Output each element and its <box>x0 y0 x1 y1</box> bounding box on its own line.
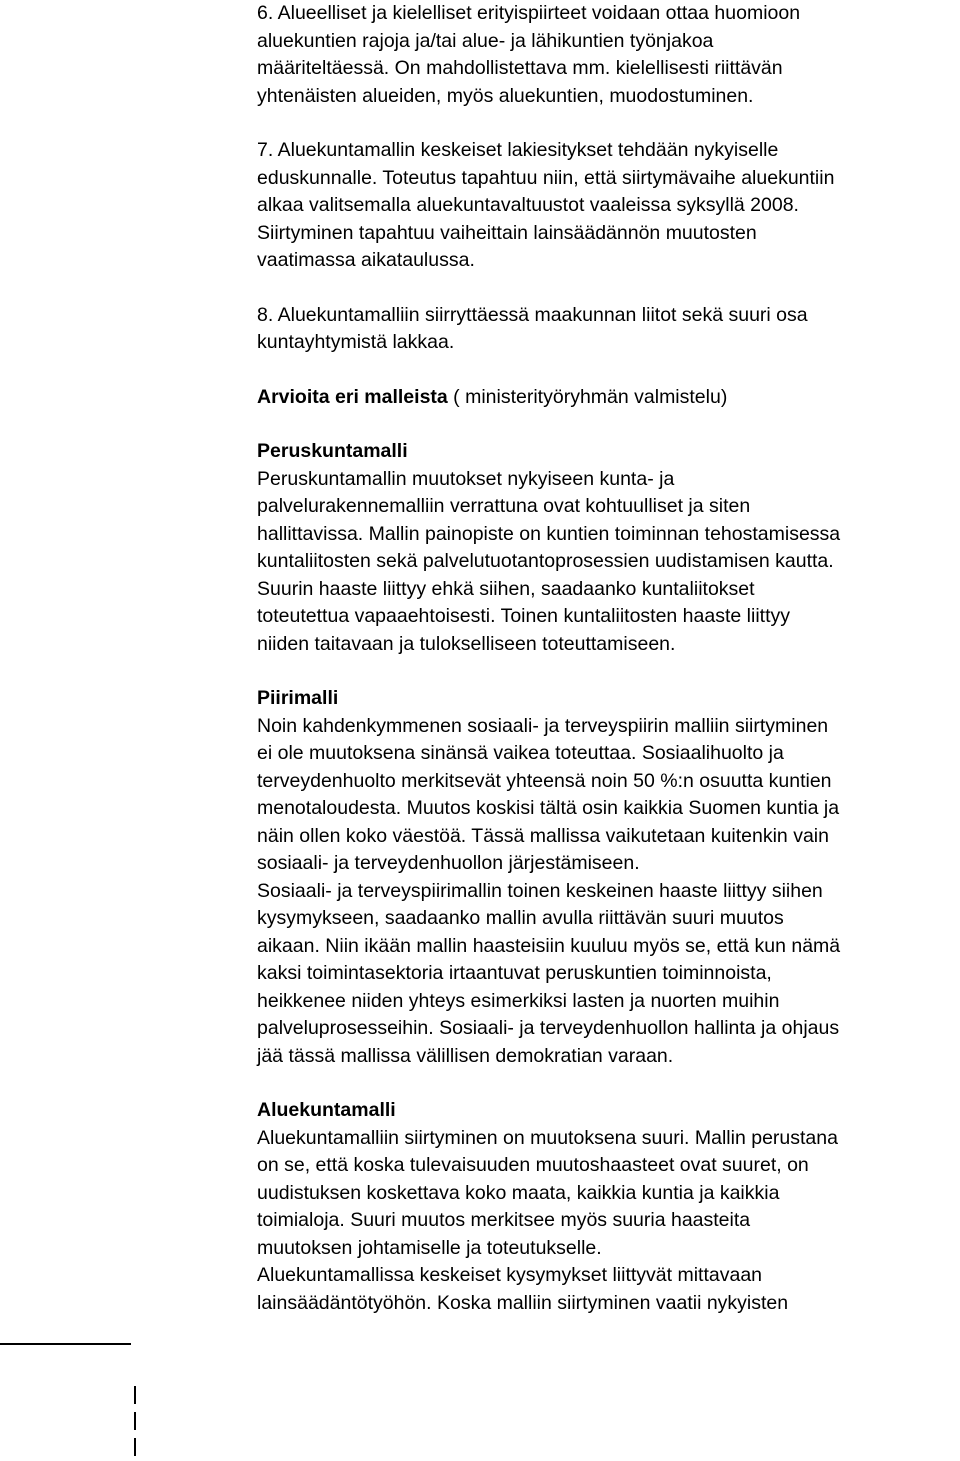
text-line: aluekuntien rajoja ja/tai alue- ja lähikuntien työnjakoa <box>257 29 714 52</box>
section-heading: Peruskuntamalli <box>257 440 408 462</box>
text-line: palvelurakennemalliin verrattuna ovat kohtuulliset ja siten <box>257 495 751 517</box>
text-line: Siirtyminen tapahtuu vaiheittain lainsäädännön muutosten <box>257 221 757 244</box>
paragraph-section-8 <box>257 302 957 357</box>
text-line: Noin kahdenkymmenen sosiaali- ja terveyspiirin malliin siirtyminen <box>257 714 829 737</box>
footnote-separator-line <box>0 1343 131 1345</box>
text-line: Peruskuntamallin muutokset nykyiseen kunta- ja <box>257 467 675 490</box>
text-line: kuntaliitosten sekä palvelutuotantoprosessien uudistamisen kautta. <box>257 550 834 572</box>
section-heading: Aluekuntamalli <box>257 1099 396 1121</box>
text-line: 7. Aluekuntamallin keskeiset lakiesitykset tehdään nykyiselle <box>257 139 779 161</box>
section-heading: Piirimalli <box>257 687 339 709</box>
text-line: eduskunnalle. Toteutus tapahtuu niin, että siirtymävaihe aluekuntiin <box>257 166 835 189</box>
text-line: hallittavissa. Mallin painopiste on kuntien toiminnan tehostamisessa <box>257 522 841 545</box>
text-line: kysymykseen, saadaanko mallin avulla riittävän suuri muutos <box>257 907 784 929</box>
text-line: lainsäädäntötyöhön. Koska malliin siirtyminen vaatii nykyisten <box>257 1291 789 1314</box>
margin-bar-mark <box>134 1412 136 1430</box>
section-piirimalli <box>257 685 957 1070</box>
text-line: kuntayhtymistä lakkaa. <box>257 331 455 353</box>
text-line: Suurin haaste liittyy ehkä siihen, saadaanko kuntaliitokset <box>257 577 755 600</box>
text-line: uudistuksen koskettava koko maata, kaikkia kuntia ja kaikkia <box>257 1181 780 1204</box>
document-body <box>257 0 957 1317</box>
assessments-heading <box>257 384 957 412</box>
text-line: kaksi toimintasektoria irtaantuvat peruskuntien toiminnoista, <box>257 962 772 984</box>
text-line: 8. Aluekuntamalliin siirryttäessä maakunnan liitot sekä suuri osa <box>257 303 808 326</box>
text-line: Aluekuntamalliin siirtyminen on muutoksena suuri. Mallin perustana <box>257 1126 838 1149</box>
text-line: 6. Alueelliset ja kielelliset erityispiirteet voidaan ottaa huomioon <box>257 2 801 24</box>
text-line: Sosiaali- ja terveyspiirimallin toinen keskeinen haaste liittyy siihen <box>257 879 823 902</box>
text-line: heikkenee niiden yhteys esimerkiksi lasten ja nuorten muihin <box>257 989 780 1012</box>
text-line: menotaloudesta. Muutos koskisi tältä osin kaikkia Suomen kuntia ja <box>257 797 840 819</box>
text-line: toimialoja. Suuri muutos merkitsee myös suuria haasteita <box>257 1209 751 1231</box>
section-aluekuntamalli <box>257 1097 957 1317</box>
text-line: vaatimassa aikataulussa. <box>257 249 475 271</box>
margin-bar-mark <box>134 1438 136 1456</box>
text-line: palveluprosesseihin. Sosiaali- ja terveydenhuollon hallinta ja ohjaus <box>257 1017 840 1039</box>
text-line: näin ollen koko väestöä. Tässä mallissa vaikutetaan kuitenkin vain <box>257 824 829 847</box>
assessments-subtitle: ( ministerityöryhmän valmistelu) <box>447 385 728 408</box>
text-line: on se, että koska tulevaisuuden muutoshaasteet ovat suuret, on <box>257 1154 809 1176</box>
section-peruskuntamalli <box>257 438 957 658</box>
text-line: ei ole muutoksena sinänsä vaikea toteuttaa. Sosiaalihuolto ja <box>257 742 784 764</box>
text-line: jää tässä mallissa välillisen demokratian varaan. <box>257 1044 674 1067</box>
paragraph-section-7 <box>257 137 957 275</box>
margin-bar-mark <box>134 1386 136 1404</box>
text-line: yhtenäisten alueiden, myös aluekuntien, muodostuminen. <box>257 84 754 107</box>
text-line: sosiaali- ja terveydenhuollon järjestämiseen. <box>257 852 640 874</box>
text-line: Aluekuntamallissa keskeiset kysymykset liittyvät mittavaan <box>257 1264 763 1286</box>
text-line: muutoksen johtamiselle ja toteutukselle. <box>257 1236 602 1259</box>
text-line: niiden taitavaan ja tulokselliseen toteuttamiseen. <box>257 632 676 655</box>
assessments-title: Arvioita eri malleista <box>257 385 448 408</box>
text-line: toteutettua vapaaehtoisesti. Toinen kuntaliitosten haaste liittyy <box>257 605 790 627</box>
assessments-heading-line <box>257 384 957 412</box>
text-line: terveydenhuolto merkitsevät yhteensä noin 50 %:n osuutta kuntien <box>257 769 832 792</box>
paragraph-section-6 <box>257 0 957 110</box>
text-line: alkaa valitsemalla aluekuntavaltuustot vaaleissa syksyllä 2008. <box>257 194 799 216</box>
text-line: aikaan. Niin ikään mallin haasteisiin kuuluu myös se, että kun nämä <box>257 934 841 957</box>
text-line: määriteltäessä. On mahdollistettava mm. kielellisesti riittävän <box>257 57 783 79</box>
